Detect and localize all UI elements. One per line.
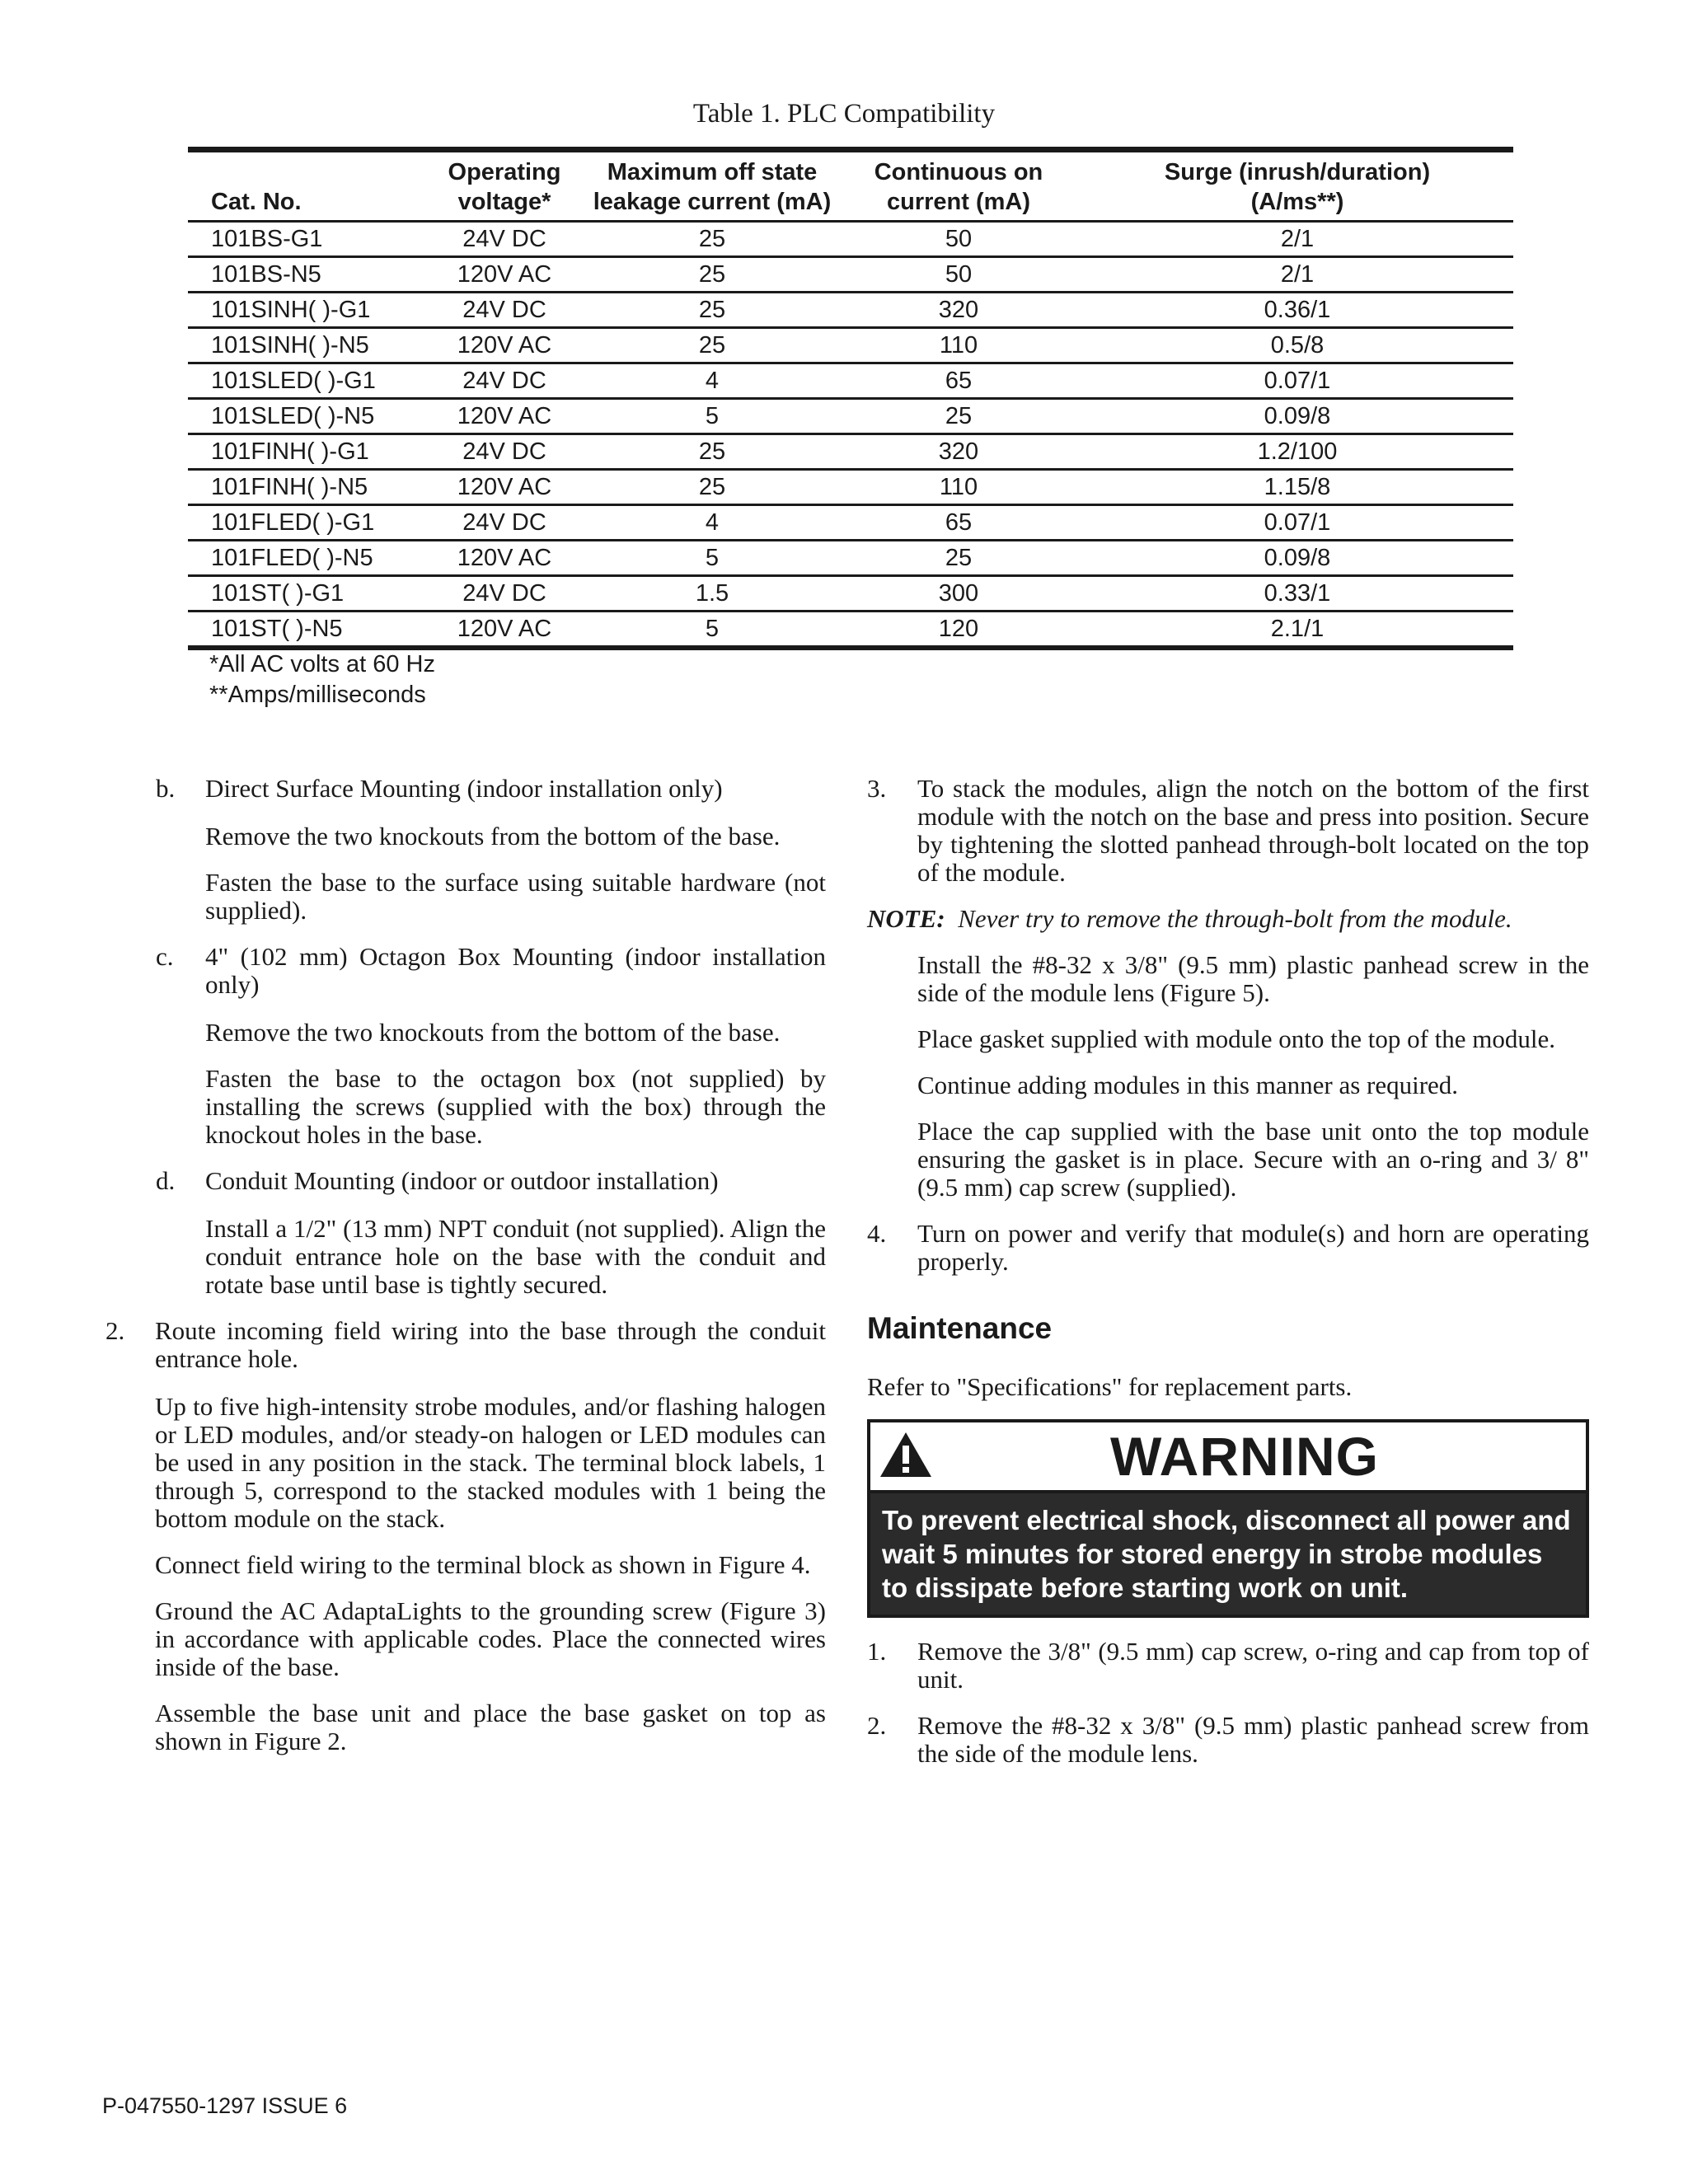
col-header: Surge (inrush/duration) (A/ms**) <box>1081 150 1513 222</box>
step-c <box>156 942 826 999</box>
table-cell: 101FINH( )-G1 <box>188 434 420 470</box>
step-title: Conduit Mounting (indoor or outdoor installation) <box>205 1166 719 1195</box>
step-4 <box>867 1219 1589 1276</box>
table-cell: 65 <box>836 505 1081 541</box>
step-2 <box>106 1316 826 1373</box>
plc-compatibility-table <box>188 147 1513 650</box>
table-cell: 101BS-N5 <box>188 257 420 293</box>
table-cell: 5 <box>588 541 836 576</box>
table-cell: 25 <box>836 541 1081 576</box>
table-row <box>188 576 1513 612</box>
table-cell: 120V AC <box>420 541 588 576</box>
paragraph: Up to five high-intensity strobe modules, and/or flashing halogen or LED modules, and/or steady-on halogen or LED modules can be used in any position in the stack. The terminal block labels, 1 through 5, correspond to the stacked modules with 1 being the bottom module on the stack. <box>155 1392 826 1533</box>
paragraph: Continue adding modules in this manner as required. <box>917 1071 1459 1099</box>
list-label: 1. <box>867 1637 887 1666</box>
table-cell: 25 <box>588 293 836 328</box>
table-cell: 101FINH( )-N5 <box>188 470 420 505</box>
table-cell: 24V DC <box>420 293 588 328</box>
table-cell: 25 <box>588 257 836 293</box>
table-cell: 101SLED( )-N5 <box>188 399 420 434</box>
step-text: To stack the modules, align the notch on the bottom of the first module with the notch on the base and press into position. Secure by tightening the slotted panhead through-bolt located on the top of the module. <box>917 774 1589 887</box>
paragraph: Install a 1/2" (13 mm) NPT conduit (not supplied). Align the conduit entrance hole on the base with the conduit and rotate base until base is tightly secured. <box>205 1214 826 1299</box>
table-cell: 120V AC <box>420 470 588 505</box>
table-cell: 65 <box>836 363 1081 399</box>
table-cell: 24V DC <box>420 363 588 399</box>
table-cell: 120V AC <box>457 616 552 642</box>
page-footer: P-047550-1297 ISSUE 6 <box>102 2093 348 2118</box>
table-cell: 101BS-G1 <box>188 222 420 257</box>
maintenance-step-2 <box>867 1711 1589 1768</box>
paragraph: Assemble the base unit and place the base gasket on top as shown in Figure 2. <box>155 1699 826 1755</box>
table-cell: 50 <box>836 222 1081 257</box>
table-cell: 110 <box>836 328 1081 363</box>
step-b <box>156 774 826 803</box>
maintenance-step-1 <box>867 1637 1589 1694</box>
table-cell: 4 <box>588 363 836 399</box>
col-header: Operating voltage* <box>420 150 588 222</box>
table-cell: 120V AC <box>420 257 588 293</box>
table-row <box>188 505 1513 541</box>
paragraph: Remove the two knockouts from the bottom of the base. <box>205 1018 781 1047</box>
table-footnotes <box>209 649 435 710</box>
note-text: Never try to remove the through-bolt from the module. <box>958 904 1512 933</box>
table-row <box>188 541 1513 576</box>
list-label: c. <box>156 942 174 971</box>
table-cell: 101ST( )-G1 <box>188 576 420 612</box>
table-cell: 0.07/1 <box>1081 505 1513 541</box>
table-cell: 5 <box>588 399 836 434</box>
table-cell: 25 <box>588 328 836 363</box>
table-cell: 24V DC <box>420 222 588 257</box>
table-row <box>188 363 1513 399</box>
table-cell: 101SINH( )-N5 <box>188 328 420 363</box>
table-cell: 0.09/8 <box>1081 541 1513 576</box>
table-row <box>188 470 1513 505</box>
table-row <box>188 257 1513 293</box>
table-cell: 25 <box>588 470 836 505</box>
list-label: 2. <box>106 1316 125 1345</box>
col-header: Cat. No. <box>188 150 420 222</box>
table-row <box>188 434 1513 470</box>
table-header-row <box>188 150 1513 222</box>
table-cell: 1.15/8 <box>1081 470 1513 505</box>
table-cell: 101SLED( )-G1 <box>188 363 420 399</box>
table-cell: 24V DC <box>420 434 588 470</box>
table-cell: 0.33/1 <box>1081 576 1513 612</box>
table-cell: 0.36/1 <box>1081 293 1513 328</box>
list-label: b. <box>156 774 176 803</box>
step-title: Direct Surface Mounting (indoor installation only) <box>205 774 723 803</box>
table-cell: 24V DC <box>420 505 588 541</box>
right-column <box>867 775 1589 1786</box>
table-cell: 4 <box>588 505 836 541</box>
warning-text: To prevent electrical shock, disconnect all power and wait 5 minutes for stored energy in strobe modules to dissipate before starting work on unit. <box>870 1493 1586 1615</box>
paragraph: Refer to "Specifications" for replacement parts. <box>867 1372 1353 1401</box>
table-row <box>188 399 1513 434</box>
table-cell: 101ST( )-N5 <box>211 616 343 642</box>
list-label: 3. <box>867 774 887 803</box>
step-title: Route incoming field wiring into the base through the conduit entrance hole. <box>155 1316 826 1373</box>
table-cell: 110 <box>836 470 1081 505</box>
paragraph: Connect field wiring to the terminal block as shown in Figure 4. <box>155 1550 811 1579</box>
table-cell: 2/1 <box>1081 257 1513 293</box>
table-cell: 25 <box>588 222 836 257</box>
paragraph: Remove the two knockouts from the bottom of the base. <box>205 822 781 851</box>
section-heading: Maintenance <box>867 1311 1053 1345</box>
step-3 <box>867 774 1589 887</box>
table-cell: 0.07/1 <box>1081 363 1513 399</box>
table-cell: 320 <box>836 293 1081 328</box>
table-cell: 101FLED( )-G1 <box>188 505 420 541</box>
footnote: *All AC volts at 60 Hz <box>209 651 435 677</box>
table-cell: 25 <box>588 434 836 470</box>
left-column <box>106 775 826 1774</box>
table-cell: 101FLED( )-N5 <box>188 541 420 576</box>
table-cell: 120V AC <box>420 328 588 363</box>
warning-box <box>867 1419 1589 1618</box>
step-title: 4" (102 mm) Octagon Box Mounting (indoor installation only) <box>205 942 826 999</box>
table-row <box>188 328 1513 363</box>
table-cell: 25 <box>836 399 1081 434</box>
list-label: 4. <box>867 1219 887 1248</box>
table-row <box>188 612 1513 649</box>
table-cell: 120 <box>938 616 979 642</box>
step-d <box>156 1166 826 1195</box>
table-cell: 2.1/1 <box>1270 616 1325 642</box>
list-label: d. <box>156 1166 176 1195</box>
list-label: 2. <box>867 1711 887 1740</box>
paragraph: Install the #8-32 x 3/8" (9.5 mm) plastic panhead screw in the side of the module lens (Figure 5). <box>917 950 1589 1007</box>
table-cell: 2/1 <box>1081 222 1513 257</box>
footnote: **Amps/milliseconds <box>209 682 426 708</box>
table-cell: 0.5/8 <box>1081 328 1513 363</box>
table-cell: 320 <box>836 434 1081 470</box>
warning-header <box>870 1422 1586 1493</box>
step-text: Turn on power and verify that module(s) and horn are operating properly. <box>917 1219 1589 1276</box>
table-cell: 50 <box>836 257 1081 293</box>
table-cell: 101SINH( )-G1 <box>188 293 420 328</box>
table-row <box>188 293 1513 328</box>
step-text: Remove the 3/8" (9.5 mm) cap screw, o-ring and cap from top of unit. <box>917 1637 1589 1694</box>
col-header: Maximum off state leakage current (mA) <box>588 150 836 222</box>
table-cell: 300 <box>836 576 1081 612</box>
note-label: NOTE: <box>867 904 945 933</box>
table-body <box>188 222 1513 649</box>
warning-title: WARNING <box>1110 1426 1379 1487</box>
table-cell: 1.2/100 <box>1081 434 1513 470</box>
paragraph: Fasten the base to the surface using suitable hardware (not supplied). <box>205 868 826 925</box>
paragraph: Place the cap supplied with the base unit onto the top module ensuring the gasket is in place. Secure with an o-ring and 3/ 8" (9.5 mm) cap screw (supplied). <box>917 1117 1589 1202</box>
table-caption: Table 1. PLC Compatibility <box>692 99 996 129</box>
paragraph: Fasten the base to the octagon box (not supplied) by installing the screws (supplied with the box) through the knockout holes in the base. <box>205 1064 826 1149</box>
paragraph: Place gasket supplied with module onto the top of the module. <box>917 1024 1556 1053</box>
paragraph: Ground the AC AdaptaLights to the grounding screw (Figure 3) in accordance with applicable codes. Place the connected wires inside of the base. <box>155 1596 826 1681</box>
table-cell: 120V AC <box>420 399 588 434</box>
step-text: Remove the #8-32 x 3/8" (9.5 mm) plastic panhead screw from the side of the module lens. <box>917 1711 1589 1768</box>
note <box>867 905 1589 933</box>
table-cell: 5 <box>705 616 720 642</box>
table-cell: 24V DC <box>420 576 588 612</box>
table-cell: 1.5 <box>588 576 836 612</box>
col-header: Continuous on current (mA) <box>836 150 1081 222</box>
table-row <box>188 222 1513 257</box>
table-cell: 0.09/8 <box>1081 399 1513 434</box>
